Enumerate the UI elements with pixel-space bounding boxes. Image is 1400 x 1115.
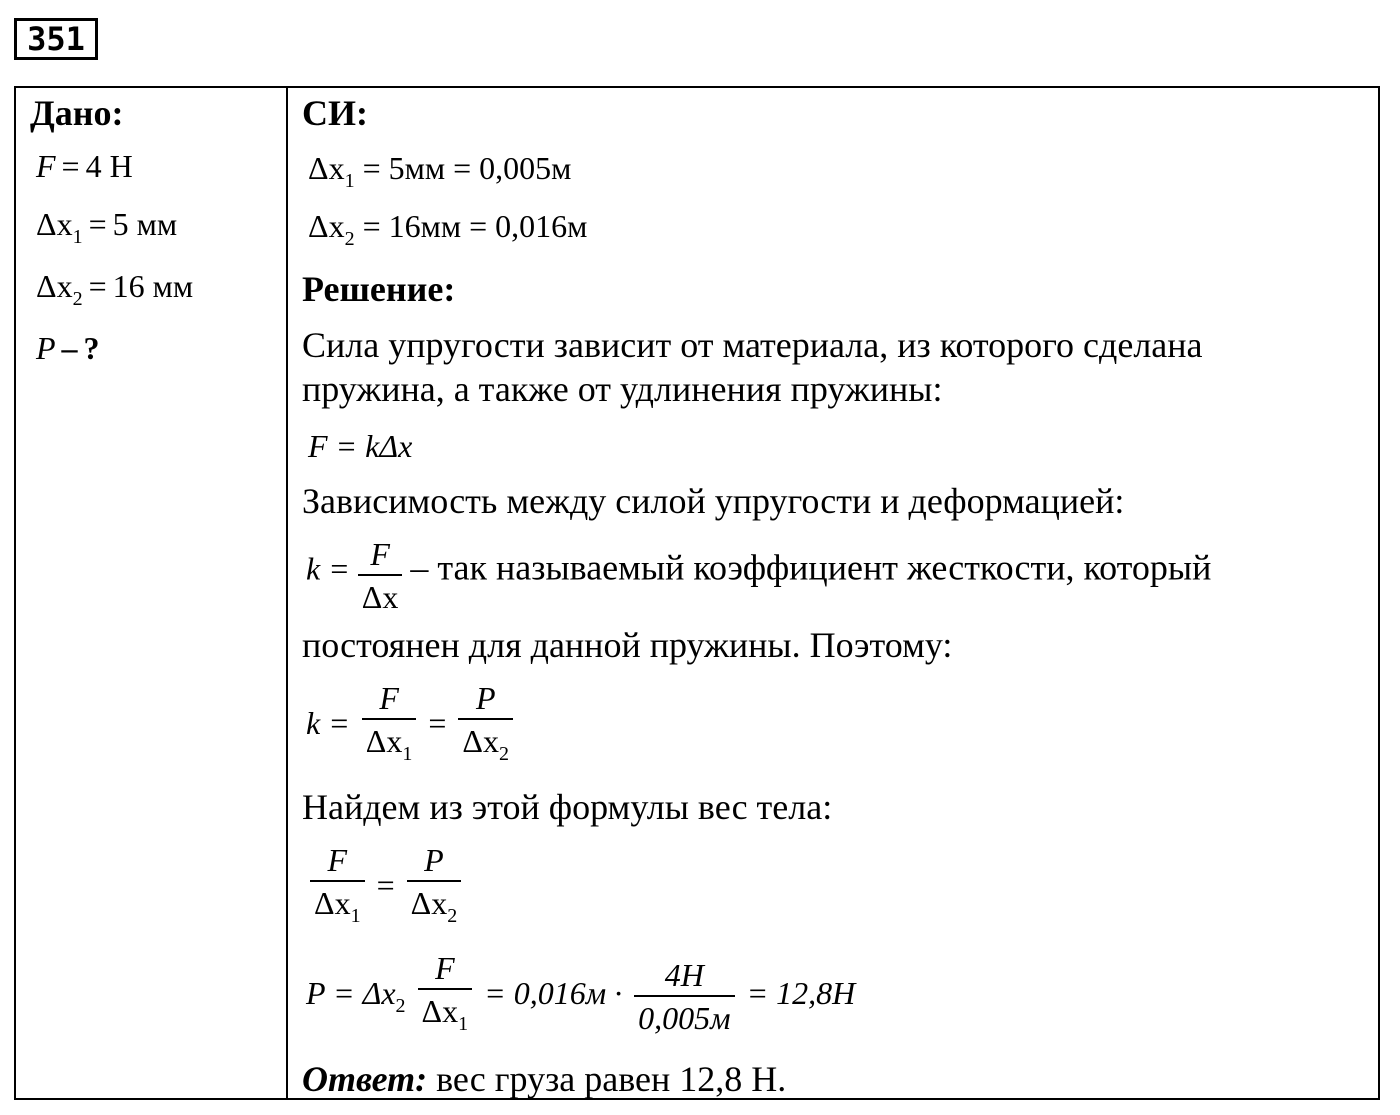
answer-text: вес груза равен 12,8 Н. [427,1059,787,1099]
solution-paragraph-3: постоянен для данной пружины. Поэтому: [302,625,953,665]
solution-paragraph-1b: пружина, а также от удлинения пружины: [302,369,943,409]
answer [302,1058,786,1100]
formula-proportion: $\frac{F}{\Delta x_1}$ = $\frac{P}{\Delta x_2}$ [306,842,465,935]
given-find: P – ? [36,330,100,366]
solution-paragraph-1a: Сила упругости зависит от материала, из которого сделана [302,325,1203,365]
si-heading: СИ: [302,93,368,133]
given-heading: Дано: [30,93,124,133]
problem-number: 351 [14,18,98,60]
given-dx1: $\Delta x_1 = 5$ мм [36,206,178,248]
formula-ratio: k = $\frac{F}{\Delta x_1}$ = $\frac{P}{\Delta x_2}$ [306,680,517,773]
si-row-dx2: $\Delta x_2 = 16мм = 0,016м$ [308,208,588,250]
given-force: F = 4 Н [36,148,133,184]
column-divider [286,86,288,1100]
si-row-dx1: $\Delta x_1 = 5мм = 0,005м$ [308,150,572,192]
solution-paragraph-2: Зависимость между силой упругости и деформацией: [302,481,1125,521]
solution-heading: Решение: [302,269,456,309]
solution-paragraph-4: Найдем из этой формулы вес тела: [302,787,833,827]
given-dx2: $\Delta x_2 = 16$ мм [36,268,194,310]
formula-weight-result: $P = \Delta x_2$ $\frac{F}{\Delta x_1}$ = 0,016м · $\frac{4Н}{0,005м}$ = 12,8Н [306,950,856,1036]
answer-label: Ответ: [302,1059,428,1099]
formula-hooke: F = kΔx [308,428,413,464]
formula-stiffness: k = $\frac{F}{\Delta x}$ – так называемый коэффициент жесткости, который [306,536,1212,615]
